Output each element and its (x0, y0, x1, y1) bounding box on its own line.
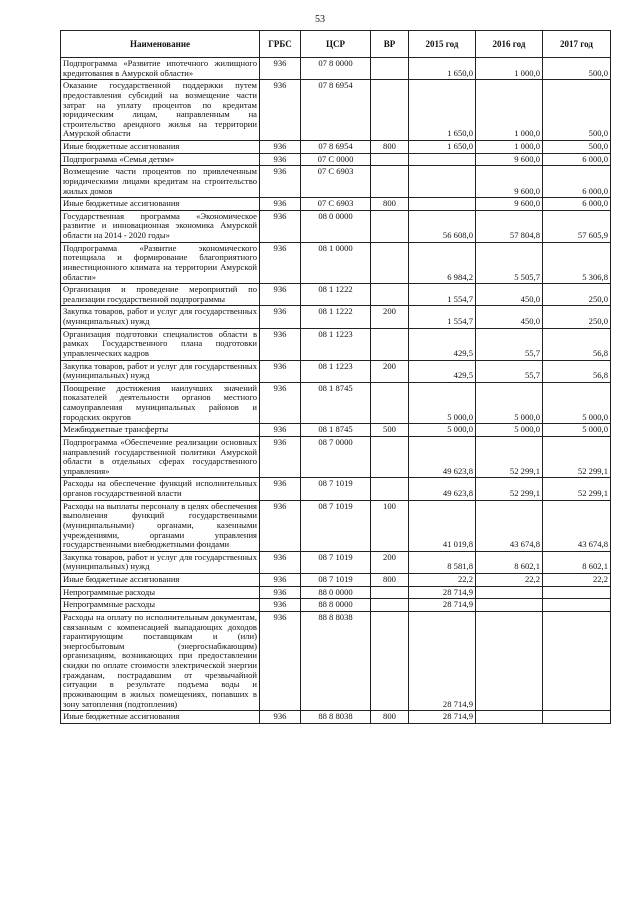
table-row (61, 166, 611, 198)
cell-vr: 500 (371, 424, 409, 437)
cell-grbs: 936 (260, 58, 301, 80)
cell-vr (371, 599, 409, 612)
cell-grbs: 936 (260, 306, 301, 328)
cell-vr: 800 (371, 198, 409, 211)
cell-csr: 08 1 0000 (301, 242, 371, 284)
cell-csr: 08 1 1223 (301, 328, 371, 360)
cell-2017: 5 000,0 (543, 382, 611, 424)
table-row (61, 210, 611, 242)
cell-2016: 450,0 (476, 306, 543, 328)
cell-2016: 450,0 (476, 284, 543, 306)
cell-name: Межбюджетные трансферты (61, 424, 260, 437)
cell-2016: 5 505,7 (476, 242, 543, 284)
cell-vr (371, 58, 409, 80)
table-header-row (61, 31, 611, 58)
cell-csr: 07 С 6903 (301, 198, 371, 211)
cell-grbs: 936 (260, 424, 301, 437)
cell-name: Государственная программа «Экономическое развитие и инновационная экономика Амурской области на 2014 - 2020 годы» (61, 210, 260, 242)
cell-csr: 88 8 0000 (301, 599, 371, 612)
cell-csr: 88 0 0000 (301, 586, 371, 599)
cell-2015: 429,5 (409, 360, 476, 382)
cell-vr (371, 242, 409, 284)
cell-vr: 800 (371, 711, 409, 724)
cell-csr: 08 7 1019 (301, 500, 371, 551)
header-name: Наименование (61, 31, 260, 58)
cell-grbs: 936 (260, 242, 301, 284)
cell-2016 (476, 611, 543, 710)
cell-2015: 1 650,0 (409, 58, 476, 80)
cell-grbs: 936 (260, 284, 301, 306)
cell-2017: 52 299,1 (543, 436, 611, 478)
table-row (61, 436, 611, 478)
header-2015: 2015 год (409, 31, 476, 58)
cell-name: Расходы на выплаты персоналу в целях обеспечения выполнения функций государственными (муниципальными) органами, казенными учреждениями, органами управления государственными внебюджетными фондами (61, 500, 260, 551)
cell-grbs: 936 (260, 599, 301, 612)
cell-grbs: 936 (260, 711, 301, 724)
cell-name: Поощрение достижения наилучших значений показателей деятельности органов местного самоуправления муниципальных районов и городских округов (61, 382, 260, 424)
cell-2017: 500,0 (543, 58, 611, 80)
cell-2016: 1 000,0 (476, 80, 543, 141)
cell-vr (371, 166, 409, 198)
cell-grbs: 936 (260, 611, 301, 710)
cell-2017: 250,0 (543, 306, 611, 328)
cell-2016: 9 600,0 (476, 166, 543, 198)
cell-2015: 28 714,9 (409, 599, 476, 612)
cell-grbs: 936 (260, 586, 301, 599)
cell-grbs: 936 (260, 382, 301, 424)
table-row (61, 478, 611, 500)
cell-name: Организация и проведение мероприятий по реализации государственной подпрограммы (61, 284, 260, 306)
cell-2017 (543, 586, 611, 599)
table-row (61, 306, 611, 328)
cell-2015: 28 714,9 (409, 711, 476, 724)
cell-name: Непрограммные расходы (61, 599, 260, 612)
table-row (61, 611, 611, 710)
cell-csr: 07 8 6954 (301, 141, 371, 154)
cell-csr: 08 1 8745 (301, 424, 371, 437)
cell-2017: 8 602,1 (543, 551, 611, 573)
cell-csr: 88 8 8038 (301, 711, 371, 724)
cell-2015 (409, 198, 476, 211)
cell-vr: 800 (371, 574, 409, 587)
cell-vr: 800 (371, 141, 409, 154)
cell-vr: 200 (371, 306, 409, 328)
cell-2015: 1 554,7 (409, 306, 476, 328)
cell-2015: 28 714,9 (409, 611, 476, 710)
cell-vr (371, 436, 409, 478)
cell-grbs: 936 (260, 360, 301, 382)
cell-2015: 5 000,0 (409, 382, 476, 424)
cell-csr: 08 7 0000 (301, 436, 371, 478)
table-row (61, 80, 611, 141)
cell-grbs: 936 (260, 328, 301, 360)
cell-2015 (409, 166, 476, 198)
cell-name: Оказание государственной поддержки путем предоставления субсидий на возмещение части затрат на уплату процентов по кредитам юридическим лицам, направленным на строительство арендного жилья на территории Амурской области (61, 80, 260, 141)
cell-2017 (543, 711, 611, 724)
cell-2016: 43 674,8 (476, 500, 543, 551)
table-body (61, 58, 611, 724)
cell-2016 (476, 586, 543, 599)
cell-2015: 429,5 (409, 328, 476, 360)
cell-csr: 07 С 6903 (301, 166, 371, 198)
cell-2017: 22,2 (543, 574, 611, 587)
cell-grbs: 936 (260, 80, 301, 141)
table-row (61, 424, 611, 437)
cell-2017: 250,0 (543, 284, 611, 306)
cell-name: Закупка товаров, работ и услуг для государственных (муниципальных) нужд (61, 360, 260, 382)
cell-2015: 1 650,0 (409, 141, 476, 154)
cell-csr: 08 7 1019 (301, 574, 371, 587)
cell-2017: 57 605,9 (543, 210, 611, 242)
cell-name: Возмещение части процентов по привлеченным юридическими лицами кредитам на строительство жилых домов (61, 166, 260, 198)
cell-2016: 8 602,1 (476, 551, 543, 573)
cell-2017: 56,8 (543, 328, 611, 360)
cell-2015: 28 714,9 (409, 586, 476, 599)
cell-2016: 1 000,0 (476, 58, 543, 80)
table-row (61, 360, 611, 382)
cell-2015: 49 623,8 (409, 478, 476, 500)
cell-vr (371, 210, 409, 242)
cell-2015 (409, 153, 476, 166)
header-2016: 2016 год (476, 31, 543, 58)
cell-csr: 07 С 0000 (301, 153, 371, 166)
cell-2016: 9 600,0 (476, 153, 543, 166)
cell-name: Расходы на оплату по исполнительным документам, связанным с компенсацией выпадающих доходов гарантирующим поставщикам и (или) энергосбытовым (энергоснабжающим) организациям, возникающих при предоставлении скидки по оплате стоимости электрической энергии гражданам, пострадавшим от чрезвычайной ситуации в результате подъема воды и проживающим в жилых помещениях, попавших в зону затопления (подтопления) (61, 611, 260, 710)
cell-name: Расходы на обеспечение функций исполнительных органов государственной власти (61, 478, 260, 500)
cell-grbs: 936 (260, 198, 301, 211)
table-row (61, 500, 611, 551)
cell-vr (371, 586, 409, 599)
cell-csr: 07 8 6954 (301, 80, 371, 141)
cell-2017: 5 306,8 (543, 242, 611, 284)
cell-name: Иные бюджетные ассигнования (61, 141, 260, 154)
cell-2016: 22,2 (476, 574, 543, 587)
cell-2016 (476, 599, 543, 612)
cell-2017 (543, 599, 611, 612)
cell-2017: 6 000,0 (543, 198, 611, 211)
cell-2015: 1 554,7 (409, 284, 476, 306)
cell-name: Подпрограмма «Обеспечение реализации основных направлений государственной политики Амурской области в отдельных сферах государственного управления» (61, 436, 260, 478)
cell-2016: 52 299,1 (476, 478, 543, 500)
cell-2016: 1 000,0 (476, 141, 543, 154)
cell-2017: 500,0 (543, 80, 611, 141)
cell-csr: 08 1 1223 (301, 360, 371, 382)
cell-2016: 52 299,1 (476, 436, 543, 478)
cell-vr: 200 (371, 551, 409, 573)
cell-grbs: 936 (260, 551, 301, 573)
cell-csr: 08 7 1019 (301, 478, 371, 500)
cell-grbs: 936 (260, 210, 301, 242)
header-2017: 2017 год (543, 31, 611, 58)
cell-2016: 9 600,0 (476, 198, 543, 211)
table-row (61, 153, 611, 166)
cell-grbs: 936 (260, 141, 301, 154)
cell-grbs: 936 (260, 500, 301, 551)
cell-name: Подпрограмма «Семья детям» (61, 153, 260, 166)
cell-vr (371, 611, 409, 710)
cell-2015: 6 984,2 (409, 242, 476, 284)
table-row (61, 198, 611, 211)
cell-2016: 55,7 (476, 328, 543, 360)
cell-csr: 08 1 8745 (301, 382, 371, 424)
cell-2016: 5 000,0 (476, 424, 543, 437)
cell-vr (371, 382, 409, 424)
cell-vr (371, 80, 409, 141)
table-row (61, 551, 611, 573)
table-row (61, 328, 611, 360)
header-vr: ВР (371, 31, 409, 58)
cell-2017: 52 299,1 (543, 478, 611, 500)
cell-2017: 5 000,0 (543, 424, 611, 437)
cell-vr (371, 153, 409, 166)
cell-csr: 07 8 0000 (301, 58, 371, 80)
cell-2015: 22,2 (409, 574, 476, 587)
cell-vr: 200 (371, 360, 409, 382)
page-number: 53 (315, 14, 325, 25)
cell-name: Иные бюджетные ассигнования (61, 711, 260, 724)
table-row (61, 711, 611, 724)
cell-vr (371, 478, 409, 500)
cell-grbs: 936 (260, 574, 301, 587)
cell-name: Подпрограмма «Развитие ипотечного жилищного кредитования в Амурской области» (61, 58, 260, 80)
cell-2016: 5 000,0 (476, 382, 543, 424)
cell-2016 (476, 711, 543, 724)
cell-csr: 08 1 1222 (301, 306, 371, 328)
cell-2015: 5 000,0 (409, 424, 476, 437)
cell-2017: 56,8 (543, 360, 611, 382)
cell-2016: 55,7 (476, 360, 543, 382)
cell-name: Закупка товаров, работ и услуг для государственных (муниципальных) нужд (61, 306, 260, 328)
cell-vr: 100 (371, 500, 409, 551)
cell-name: Закупка товаров, работ и услуг для государственных (муниципальных) нужд (61, 551, 260, 573)
cell-2015: 41 019,8 (409, 500, 476, 551)
header-csr: ЦСР (301, 31, 371, 58)
cell-2017 (543, 611, 611, 710)
cell-name: Подпрограмма «Развитие экономического потенциала и формирование благоприятного инвестиционного климата на территории Амурской области» (61, 242, 260, 284)
table-row (61, 382, 611, 424)
cell-2017: 500,0 (543, 141, 611, 154)
header-grbs: ГРБС (260, 31, 301, 58)
cell-vr (371, 328, 409, 360)
cell-2015: 49 623,8 (409, 436, 476, 478)
budget-table (60, 30, 611, 724)
table-row (61, 242, 611, 284)
table-row (61, 599, 611, 612)
cell-csr: 08 7 1019 (301, 551, 371, 573)
cell-2015: 8 581,8 (409, 551, 476, 573)
table-row (61, 574, 611, 587)
cell-csr: 08 1 1222 (301, 284, 371, 306)
cell-2015: 1 650,0 (409, 80, 476, 141)
table-row (61, 586, 611, 599)
cell-2017: 6 000,0 (543, 153, 611, 166)
cell-name: Иные бюджетные ассигнования (61, 574, 260, 587)
table-row (61, 141, 611, 154)
cell-2017: 6 000,0 (543, 166, 611, 198)
cell-csr: 88 8 8038 (301, 611, 371, 710)
cell-2017: 43 674,8 (543, 500, 611, 551)
table-row (61, 58, 611, 80)
cell-2015: 56 608,0 (409, 210, 476, 242)
cell-csr: 08 0 0000 (301, 210, 371, 242)
cell-name: Иные бюджетные ассигнования (61, 198, 260, 211)
cell-name: Организация подготовки специалистов области в рамках Государственного плана подготовки управленческих кадров (61, 328, 260, 360)
cell-vr (371, 284, 409, 306)
cell-2016: 57 804,8 (476, 210, 543, 242)
cell-grbs: 936 (260, 153, 301, 166)
table-row (61, 284, 611, 306)
cell-name: Непрограммные расходы (61, 586, 260, 599)
cell-grbs: 936 (260, 166, 301, 198)
cell-grbs: 936 (260, 478, 301, 500)
cell-grbs: 936 (260, 436, 301, 478)
